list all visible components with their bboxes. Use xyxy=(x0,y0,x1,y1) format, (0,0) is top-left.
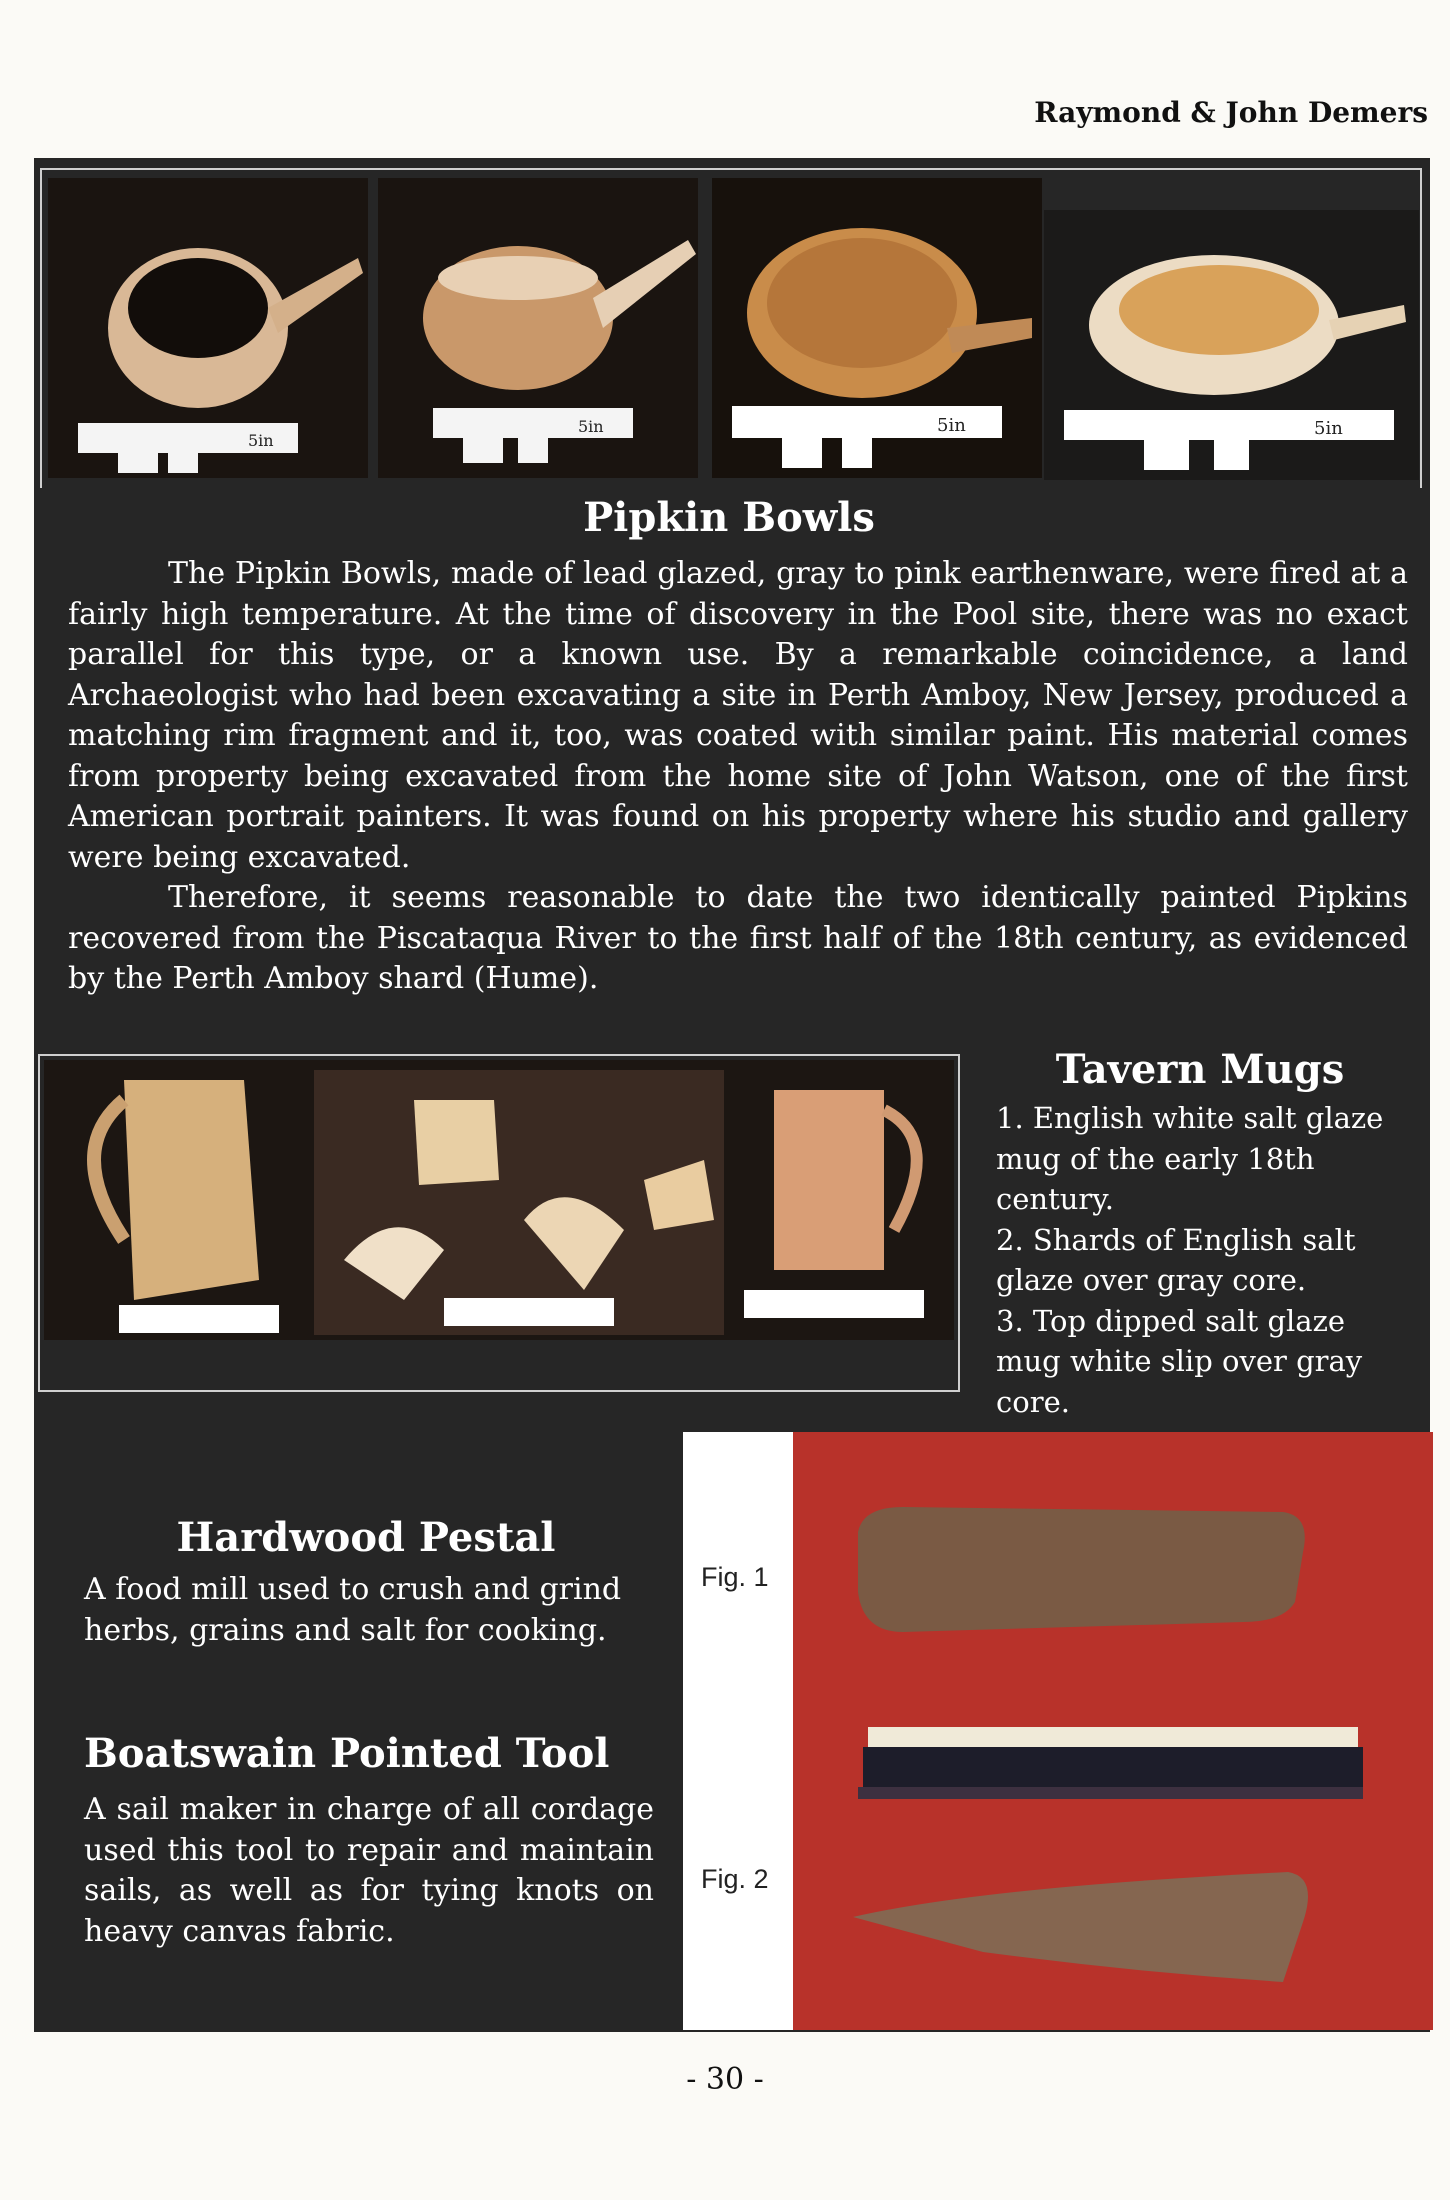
svg-text:5in: 5in xyxy=(1314,418,1343,439)
boatswain-title: Boatswain Pointed Tool xyxy=(84,1730,610,1777)
tavern-item-1: 1. English white salt glaze mug of the early 18th century. xyxy=(996,1101,1384,1216)
pipkin-photo-2 xyxy=(378,178,698,478)
pipkin-photo-3 xyxy=(712,178,1042,478)
tavern-photo xyxy=(44,1060,954,1340)
pipkin-description xyxy=(68,554,1408,1000)
tavern-item-3: 3. Top dipped salt glaze mug white slip over gray core. xyxy=(996,1303,1363,1419)
page-number: - 30 - xyxy=(686,2062,764,2097)
pipkin-title: Pipkin Bowls xyxy=(583,494,875,541)
tavern-title: Tavern Mugs xyxy=(1055,1046,1345,1093)
boatswain-description: A sail maker in charge of all cordage used this tool to repair and maintain sails, as well as for tying knots on heavy canvas fabric. xyxy=(84,1792,654,1949)
svg-text:5in: 5in xyxy=(578,417,604,436)
running-header: Raymond & John Demers xyxy=(1034,96,1428,129)
tavern-list xyxy=(996,1098,1406,1422)
pestal-title: Hardwood Pestal xyxy=(176,1514,556,1561)
pipkin-paragraph-1: The Pipkin Bowls, made of lead glazed, gray to pink earthenware, were fired at a fairly high temperature. At the time of discovery in the Pool site, there was no exact parallel for this type, or a known use. By a remarkable coincidence, a land Archaeologist who had been excavating a site in Perth Amboy, New Jersey, produced a matching rim fragment and it, too, was coated with similar paint. His material comes from property being excavated from the home site of John Watson, one of the first American portrait painters. It was found on his property where his studio and gallery were being excavated. xyxy=(68,556,1408,875)
tavern-item-2: 2. Shards of English salt glaze over gray core. xyxy=(996,1222,1356,1297)
pipkin-photo-4 xyxy=(1044,210,1419,480)
fig-1-label: Fig. 1 xyxy=(701,1562,769,1592)
pipkin-paragraph-2: Therefore, it seems reasonable to date the two identically painted Pipkins recovered from the Piscataqua River to the first half of the 18th century, as evidenced by the Perth Amboy shard (Hume). xyxy=(68,880,1408,996)
svg-text:5in: 5in xyxy=(248,431,274,450)
pipkin-photo-1 xyxy=(48,178,368,478)
pestal-description: A food mill used to crush and grind herbs, grains and salt for cooking. xyxy=(84,1572,622,1648)
svg-text:5in: 5in xyxy=(937,415,966,436)
pestal-tool-photo xyxy=(683,1432,1433,2030)
fig-2-label: Fig. 2 xyxy=(701,1864,769,1894)
